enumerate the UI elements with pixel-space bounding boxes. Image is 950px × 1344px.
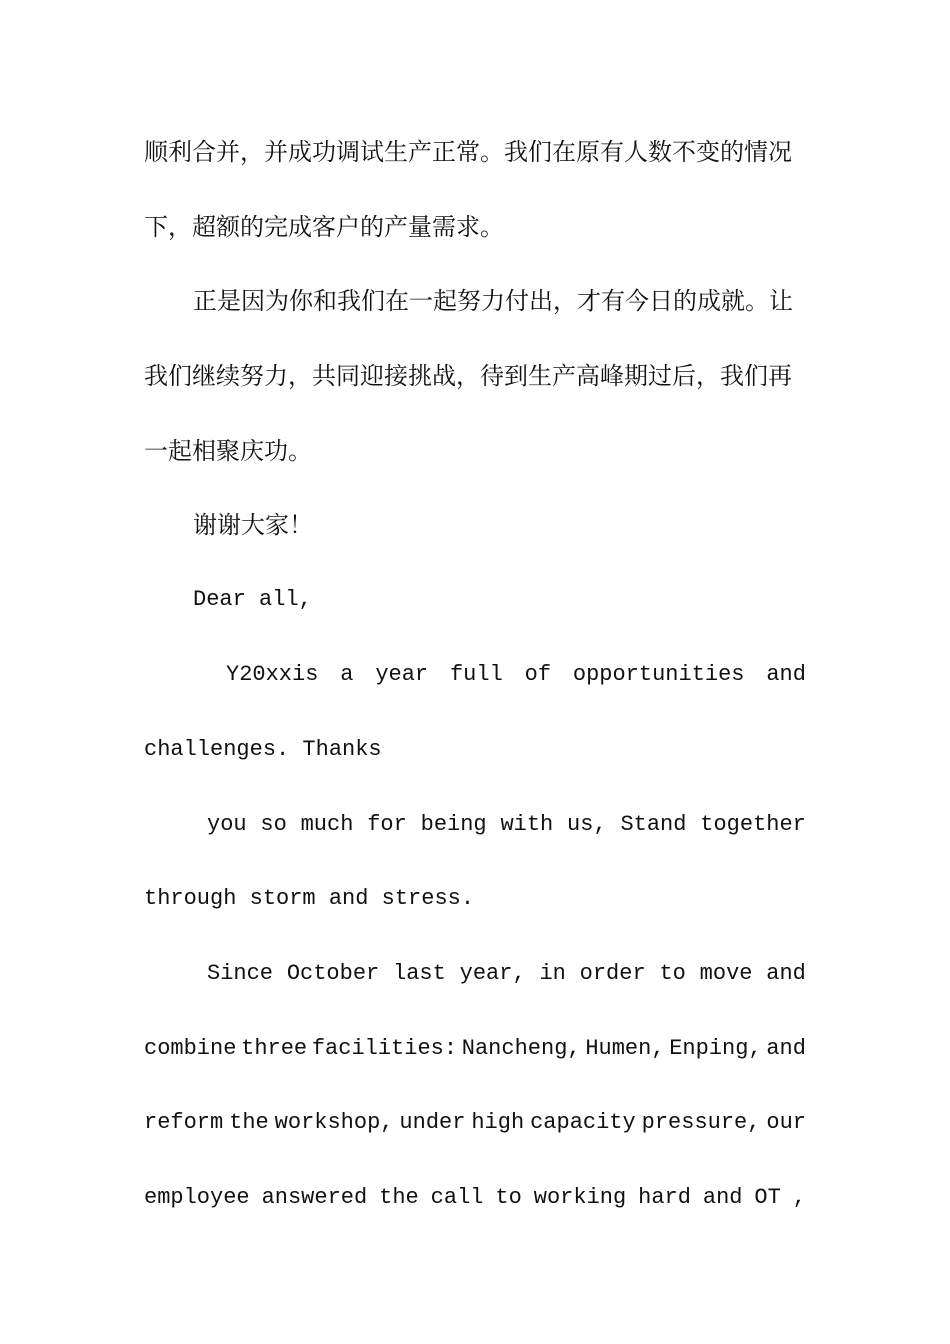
word: the: [229, 1110, 269, 1135]
word: together: [700, 812, 806, 837]
word: Since: [207, 961, 274, 986]
word: facilities:: [311, 1036, 458, 1061]
paragraph-line: [226, 660, 806, 690]
word: Enping,: [669, 1036, 762, 1061]
paragraph-line: through storm and stress.: [144, 886, 475, 911]
word: last: [393, 961, 446, 986]
word: capacity: [530, 1110, 636, 1135]
word: answered: [261, 1185, 368, 1210]
word: Y20xxis: [226, 662, 319, 687]
word: us,: [567, 812, 607, 837]
word: of: [524, 662, 552, 687]
word: combine: [144, 1036, 237, 1061]
word: a: [340, 662, 354, 687]
word: working: [533, 1185, 627, 1210]
paragraph-line: 下，超额的完成客户的产量需求。: [144, 213, 504, 241]
paragraph-line: [207, 810, 806, 840]
word: to: [495, 1185, 522, 1210]
thanks-line: 谢谢大家！: [193, 511, 313, 539]
paragraph-line: 一起相聚庆功。: [144, 437, 312, 465]
word: and: [766, 961, 806, 986]
paragraph-line: 顺利合并，并成功调试生产正常。我们在原有人数不变的情况: [144, 138, 792, 166]
word: pressure,: [641, 1110, 761, 1135]
word: in: [539, 961, 566, 986]
paragraph-line: [144, 1034, 806, 1064]
word: call: [430, 1185, 484, 1210]
word: year: [375, 662, 429, 687]
paragraph-line: 正是因为你和我们在一起努力付出，才有今日的成就。让: [193, 287, 793, 315]
word: high: [471, 1110, 525, 1135]
word: workshop,: [274, 1110, 394, 1135]
greeting-line: Dear all,: [193, 587, 312, 612]
paragraph-line: [144, 1183, 806, 1213]
word: so: [260, 812, 287, 837]
word: hard: [638, 1185, 691, 1210]
paragraph-line: challenges. Thanks: [144, 737, 382, 762]
word: for: [367, 812, 407, 837]
paragraph-line: 我们继续努力，共同迎接挑战，待到生产高峰期过后，我们再: [144, 362, 792, 390]
word: and: [766, 662, 806, 687]
word: year,: [459, 961, 526, 986]
word: much: [300, 812, 354, 837]
word: OT: [754, 1185, 781, 1210]
word: Humen,: [585, 1036, 665, 1061]
word: reform: [144, 1110, 224, 1135]
word: full: [449, 662, 503, 687]
word: Stand: [620, 812, 687, 837]
word: you: [207, 812, 247, 837]
paragraph-line: [144, 1108, 806, 1138]
word: the: [379, 1185, 419, 1210]
word: opportunities: [572, 662, 745, 687]
word: being: [420, 812, 487, 837]
word: ,: [792, 1185, 806, 1210]
word: with: [500, 812, 554, 837]
word: Nancheng,: [461, 1036, 581, 1061]
word: move: [699, 961, 753, 986]
word: and: [766, 1036, 806, 1061]
word: three: [241, 1036, 308, 1061]
word: order: [579, 961, 646, 986]
word: October: [286, 961, 380, 986]
word: our: [766, 1110, 806, 1135]
word: employee: [144, 1185, 250, 1210]
word: and: [702, 1185, 743, 1210]
word: under: [399, 1110, 466, 1135]
paragraph-line: [207, 959, 806, 989]
word: to: [659, 961, 686, 986]
